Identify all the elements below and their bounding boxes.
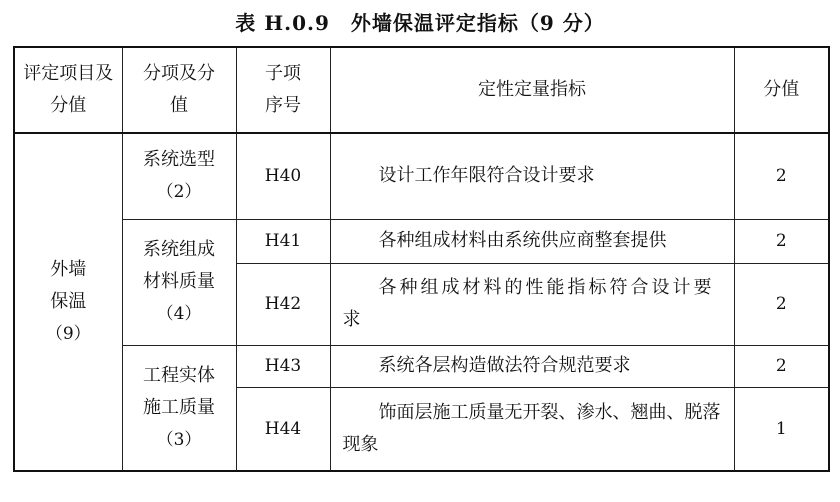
row-code: H42 xyxy=(236,263,330,345)
row-score: 2 xyxy=(734,263,829,345)
row-text: 系统各层构造做法符合规范要求 xyxy=(330,345,734,387)
group-score: （9） xyxy=(45,324,91,344)
subitem-cell xyxy=(122,133,236,219)
header-sub: 分项及分值 xyxy=(122,47,236,133)
table-row xyxy=(14,133,829,219)
row-score: 1 xyxy=(734,387,829,471)
row-code: H40 xyxy=(236,133,330,219)
row-score: 2 xyxy=(734,133,829,219)
row-text: 设计工作年限符合设计要求 xyxy=(330,133,734,219)
header-indicator: 定性定量指标 xyxy=(330,47,734,133)
evaluation-table xyxy=(13,46,830,472)
row-code: H43 xyxy=(236,345,330,387)
row-text: 各种组成材料由系统供应商整套提供 xyxy=(330,219,734,263)
header-row xyxy=(14,47,829,133)
row-score: 2 xyxy=(734,219,829,263)
header-score: 分值 xyxy=(734,47,829,133)
row-score: 2 xyxy=(734,345,829,387)
row-text: 饰面层施工质量无开裂、渗水、翘曲、脱落现象 xyxy=(330,387,734,471)
subitem-name: 系统选型 xyxy=(143,149,215,171)
subitem-score: （2） xyxy=(156,182,202,203)
subitem-cell xyxy=(122,345,236,471)
subitem-name: 系统组成材料质量 xyxy=(143,239,215,292)
header-code: 子项序号 xyxy=(236,47,330,133)
group-name: 外墙保温 xyxy=(50,259,87,312)
subitem-name: 工程实体施工质量 xyxy=(143,364,215,418)
row-text: 各种组成材料的性能指标符合设计要求 xyxy=(330,263,734,345)
row-code: H41 xyxy=(236,219,330,263)
header-item: 评定项目及分值 xyxy=(14,47,122,133)
subitem-score: （3） xyxy=(156,429,202,450)
row-code: H44 xyxy=(236,387,330,471)
subitem-score: （4） xyxy=(156,304,202,324)
group-cell xyxy=(14,133,122,471)
table-row xyxy=(14,345,829,387)
subitem-cell xyxy=(122,219,236,345)
table-row xyxy=(14,219,829,263)
table-title: 表 H.0.9 外墙保温评定指标（9 分） xyxy=(235,11,605,35)
